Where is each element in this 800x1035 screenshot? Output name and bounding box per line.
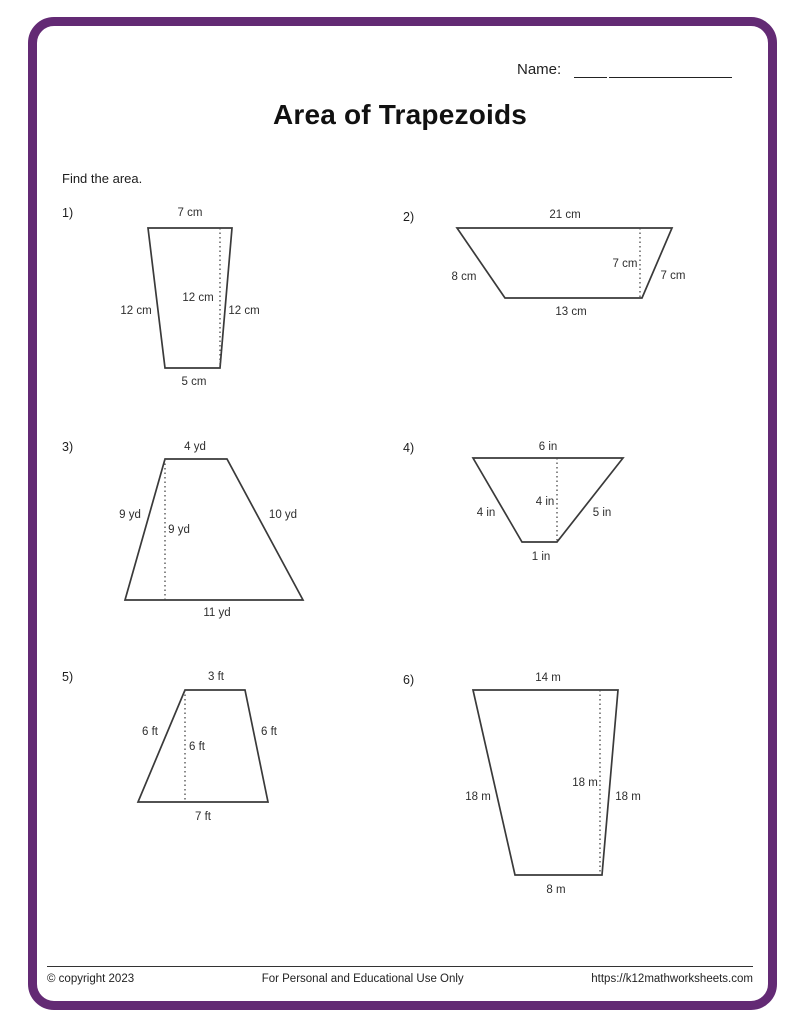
left-side-label: 6 ft xyxy=(142,726,158,738)
left-side-label: 12 cm xyxy=(120,305,152,317)
bottom-base-label: 7 ft xyxy=(195,811,211,823)
problem-4 xyxy=(396,430,676,580)
top-base-label: 3 ft xyxy=(208,671,224,683)
problem-2 xyxy=(396,200,706,330)
problem-number: 2) xyxy=(403,210,415,224)
bottom-base-label: 8 m xyxy=(546,884,566,896)
right-side-label: 10 yd xyxy=(268,509,298,521)
problem-5 xyxy=(55,663,315,838)
bottom-base-label: 5 cm xyxy=(181,376,207,388)
page-title: Area of Trapezoids xyxy=(272,99,528,130)
right-side-label: 7 cm xyxy=(660,270,686,282)
problem-number: 6) xyxy=(403,673,415,687)
instruction-text: Find the area. xyxy=(62,171,143,186)
right-side-label: 5 in xyxy=(592,507,612,519)
height-label: 4 in xyxy=(535,496,555,508)
bottom-base-label: 13 cm xyxy=(555,306,587,318)
top-base-label: 21 cm xyxy=(549,209,581,221)
bottom-base-label: 1 in xyxy=(531,551,551,563)
trapezoid-figure xyxy=(55,663,315,838)
top-base-label: 4 yd xyxy=(184,441,206,453)
left-side-label: 18 m xyxy=(465,791,491,803)
problem-number: 1) xyxy=(62,206,74,220)
top-base-label: 6 in xyxy=(538,441,558,453)
right-side-label: 6 ft xyxy=(261,726,277,738)
problem-number: 4) xyxy=(403,441,415,455)
top-base-label: 14 m xyxy=(535,672,561,684)
height-label: 9 yd xyxy=(168,524,190,536)
footer-url: https://k12mathworksheets.com xyxy=(591,973,753,985)
problem-1 xyxy=(55,200,315,400)
right-side-label: 18 m xyxy=(615,791,641,803)
name-blank-line xyxy=(609,77,732,78)
height-label: 7 cm xyxy=(612,258,638,270)
height-label: 12 cm xyxy=(182,292,214,304)
bottom-base-label: 11 yd xyxy=(203,607,231,619)
footer-usage-note: For Personal and Educational Use Only xyxy=(261,973,464,985)
problem-number: 5) xyxy=(62,670,74,684)
problem-number: 3) xyxy=(62,440,74,454)
left-side-label: 4 in xyxy=(476,507,496,519)
top-base-label: 7 cm xyxy=(177,207,203,219)
left-side-label: 9 yd xyxy=(119,509,141,521)
problem-3 xyxy=(55,430,325,630)
trapezoid-outline xyxy=(125,459,303,600)
height-label: 18 m xyxy=(572,777,598,789)
right-side-label: 12 cm xyxy=(228,305,260,317)
name-label: Name: xyxy=(517,61,562,78)
footer-copyright: © copyright 2023 xyxy=(47,973,135,985)
problem-6 xyxy=(396,663,696,903)
height-label: 6 ft xyxy=(189,741,205,753)
name-blank-line xyxy=(574,77,607,78)
footer xyxy=(47,966,753,985)
left-side-label: 8 cm xyxy=(451,271,477,283)
trapezoid-figure xyxy=(396,663,696,903)
trapezoid-figure xyxy=(55,430,325,630)
